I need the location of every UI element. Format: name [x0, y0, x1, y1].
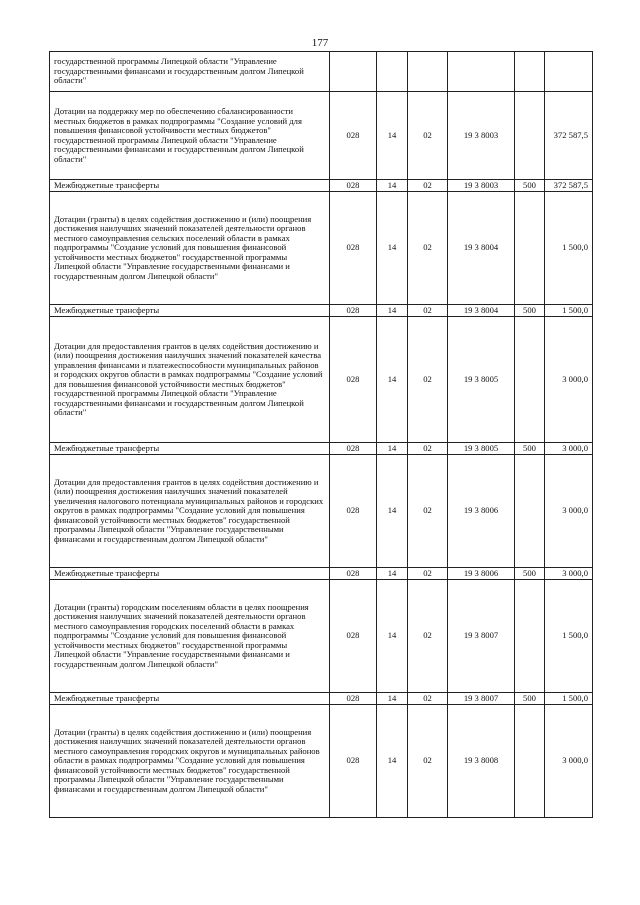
cell-section-code: 14: [377, 92, 408, 180]
cell-target-article: 19 3 8006: [448, 455, 515, 568]
table-row: [50, 92, 593, 180]
cell-ministry-code: 028: [330, 305, 377, 317]
cell-target-article: 19 3 8008: [448, 705, 515, 818]
cell-subsection-code: 02: [408, 305, 448, 317]
cell-name: Дотации (гранты) городским поселениям области в целях поощрения достижения наилучших значений показателей деятельности органов местного самоуправления городских поселений области в рамках подпрограммы "Создание условий для повышения финансовой устойчивости местных бюджетов" государственной программы Липецкой области "Управление государственными финансами и государственным долгом Липецкой области": [50, 580, 330, 693]
table-row: [50, 693, 593, 705]
table-row: [50, 455, 593, 568]
cell-amount: 1 500,0: [545, 305, 593, 317]
cell-expense-type: [515, 317, 545, 443]
cell-ministry-code: 028: [330, 580, 377, 693]
cell-ministry-code: 028: [330, 92, 377, 180]
cell-target-article: 19 3 8006: [448, 568, 515, 580]
cell-name: государственной программы Липецкой области "Управление государственными финансами и государственным долгом Липецкой области": [50, 52, 330, 92]
cell-ministry-code: 028: [330, 180, 377, 192]
cell-name: Межбюджетные трансферты: [50, 693, 330, 705]
cell-expense-type: [515, 455, 545, 568]
cell-subsection-code: 02: [408, 580, 448, 693]
cell-amount: 372 587,5: [545, 180, 593, 192]
cell-section-code: 14: [377, 568, 408, 580]
page-number: 177: [311, 37, 329, 49]
cell-expense-type: 500: [515, 305, 545, 317]
cell-ministry-code: 028: [330, 443, 377, 455]
cell-subsection-code: 02: [408, 693, 448, 705]
cell-amount: 372 587,5: [545, 92, 593, 180]
cell-name: Дотации (гранты) в целях содействия достижению и (или) поощрения достижения наилучших значений показателей деятельности органов местного самоуправления городских округов и муниципальных районов области в рамках подпрограммы "Создание условий для повышения финансовой устойчивости местных бюджетов" государственной программы Липецкой области "Управление государственными финансами и государственным долгом Липецкой области": [50, 705, 330, 818]
cell-section-code: 14: [377, 705, 408, 818]
cell-expense-type: [515, 580, 545, 693]
cell-expense-type: 500: [515, 443, 545, 455]
cell-section-code: 14: [377, 455, 408, 568]
cell-name: Дотации на поддержку мер по обеспечению сбалансированности местных бюджетов в рамках подпрограммы "Создание условий для повышения финансовой устойчивости местных бюджетов" государственной программы Липецкой области "Управление государственными финансами и государственным долгом Липецкой области": [50, 92, 330, 180]
cell-subsection-code: 02: [408, 705, 448, 818]
table-row: [50, 443, 593, 455]
cell-amount: 3 000,0: [545, 455, 593, 568]
cell-section-code: 14: [377, 693, 408, 705]
cell-target-article: [448, 52, 515, 92]
cell-subsection-code: [408, 52, 448, 92]
cell-section-code: [377, 52, 408, 92]
cell-expense-type: 500: [515, 568, 545, 580]
table-row: [50, 52, 593, 92]
cell-amount: 1 500,0: [545, 192, 593, 305]
cell-target-article: 19 3 8004: [448, 305, 515, 317]
table-row: [50, 192, 593, 305]
cell-name: Межбюджетные трансферты: [50, 305, 330, 317]
cell-ministry-code: 028: [330, 568, 377, 580]
cell-name: Межбюджетные трансферты: [50, 568, 330, 580]
cell-subsection-code: 02: [408, 443, 448, 455]
cell-expense-type: [515, 705, 545, 818]
cell-target-article: 19 3 8005: [448, 317, 515, 443]
cell-section-code: 14: [377, 192, 408, 305]
cell-amount: 1 500,0: [545, 693, 593, 705]
cell-target-article: 19 3 8003: [448, 180, 515, 192]
cell-amount: 3 000,0: [545, 317, 593, 443]
cell-name: Дотации (гранты) в целях содействия достижению и (или) поощрения достижения наилучших значений показателей деятельности органов местного самоуправления сельских поселений области в рамках подпрограммы "Создание условий для повышения финансовой устойчивости местных бюджетов" государственной программы Липецкой области "Управление государственными финансами и государственным долгом Липецкой области": [50, 192, 330, 305]
cell-name: Межбюджетные трансферты: [50, 180, 330, 192]
cell-subsection-code: 02: [408, 568, 448, 580]
table-row: [50, 317, 593, 443]
cell-expense-type: 500: [515, 693, 545, 705]
cell-subsection-code: 02: [408, 455, 448, 568]
cell-subsection-code: 02: [408, 92, 448, 180]
cell-ministry-code: [330, 52, 377, 92]
cell-ministry-code: 028: [330, 192, 377, 305]
cell-subsection-code: 02: [408, 317, 448, 443]
cell-name: Дотации для предоставления грантов в целях содействия достижению и (или) поощрения достижения наилучших значений показателей качества управления финансами и платежеспособности муниципальных районов и городских округов области в рамках подпрограммы "Создание условий для повышения финансовой устойчивости местных бюджетов" государственной программы Липецкой области "Управление государственными финансами и государственным долгом Липецкой области": [50, 317, 330, 443]
table-row: [50, 705, 593, 818]
table-row: [50, 580, 593, 693]
cell-target-article: 19 3 8007: [448, 580, 515, 693]
cell-section-code: 14: [377, 317, 408, 443]
cell-expense-type: [515, 92, 545, 180]
cell-section-code: 14: [377, 443, 408, 455]
table-row: [50, 305, 593, 317]
table-row: [50, 568, 593, 580]
cell-ministry-code: 028: [330, 705, 377, 818]
cell-ministry-code: 028: [330, 693, 377, 705]
cell-expense-type: [515, 52, 545, 92]
cell-ministry-code: 028: [330, 455, 377, 568]
cell-amount: [545, 52, 593, 92]
cell-amount: 3 000,0: [545, 443, 593, 455]
cell-subsection-code: 02: [408, 180, 448, 192]
cell-section-code: 14: [377, 305, 408, 317]
cell-expense-type: [515, 192, 545, 305]
cell-name: Дотации для предоставления грантов в целях содействия достижению и (или) поощрения достижения наилучших значений показателей увеличения налогового потенциала муниципальных районов и городских округов в рамках подпрограммы "Создание условий для повышения финансовой устойчивости местных бюджетов" государственной программы Липецкой области "Управление государственными финансами и государственным долгом Липецкой области": [50, 455, 330, 568]
cell-target-article: 19 3 8003: [448, 92, 515, 180]
cell-amount: 3 000,0: [545, 568, 593, 580]
cell-amount: 3 000,0: [545, 705, 593, 818]
cell-name: Межбюджетные трансферты: [50, 443, 330, 455]
cell-target-article: 19 3 8007: [448, 693, 515, 705]
cell-section-code: 14: [377, 180, 408, 192]
budget-table: [49, 51, 593, 818]
cell-expense-type: 500: [515, 180, 545, 192]
cell-ministry-code: 028: [330, 317, 377, 443]
cell-target-article: 19 3 8004: [448, 192, 515, 305]
cell-amount: 1 500,0: [545, 580, 593, 693]
cell-subsection-code: 02: [408, 192, 448, 305]
cell-section-code: 14: [377, 580, 408, 693]
table-row: [50, 180, 593, 192]
cell-target-article: 19 3 8005: [448, 443, 515, 455]
